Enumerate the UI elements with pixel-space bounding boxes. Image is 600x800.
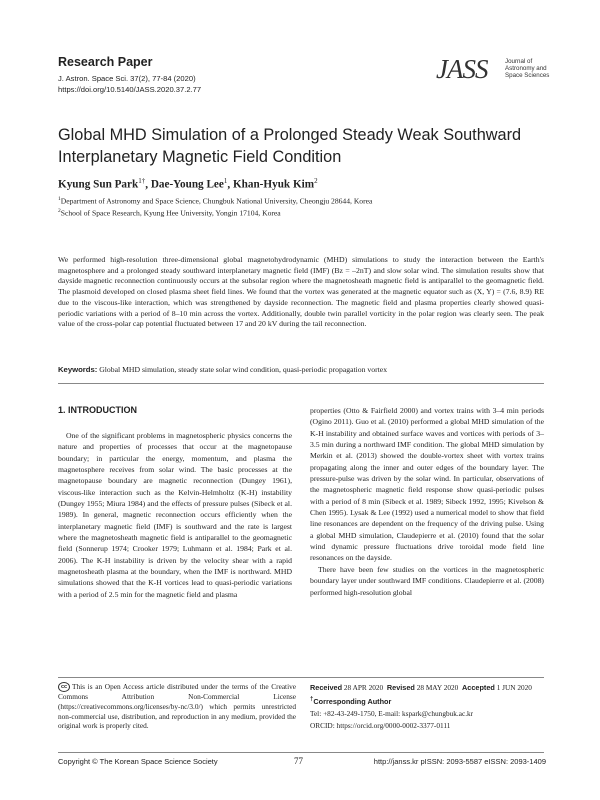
author-name: Dae-Young Lee xyxy=(150,178,224,191)
section-heading: 1. INTRODUCTION xyxy=(58,405,138,415)
journal-citation: J. Astron. Space Sci. 37(2), 77-84 (2020) xyxy=(58,74,196,83)
logo-subtitle-line: Journal of xyxy=(505,58,533,65)
copyright-notice: Copyright © The Korean Space Science Society xyxy=(58,757,218,766)
journal-issn: http://janss.kr pISSN: 2093-5587 eISSN: 2093-1409 xyxy=(373,757,546,766)
keywords-text: Global MHD simulation, steady state solar wind condition, quasi-periodic propagation vortex xyxy=(99,365,388,374)
author-name: Khan-Hyuk Kim xyxy=(232,178,315,191)
orcid-link[interactable]: ORCID: https://orcid.org/0000-0002-3377-0111 xyxy=(310,721,451,731)
received-label: Received xyxy=(310,683,343,692)
body-paragraph: There have been few studies on the vortices in the magnetospheric boundary layer under southward IMF conditions. Claudepierre et al. (2008) performed high-resolution global xyxy=(310,564,544,597)
logo-wordmark: JASS xyxy=(436,54,488,84)
author-list: Kyung Sun Park$^{1\dagger}$, Dae-Young Lee$^1$, Khan-Hyuk Kim$^2$ xyxy=(58,177,318,191)
history-dates xyxy=(310,682,546,694)
logo-subtitle-line: Space Sciences xyxy=(505,72,550,79)
affiliation xyxy=(58,208,281,218)
revised-label: Revised xyxy=(386,683,415,692)
logo-subtitle-line: Astronomy and xyxy=(505,65,547,72)
corresponding-author xyxy=(310,694,546,708)
affiliation-marker: 2 xyxy=(58,208,61,214)
license-notice xyxy=(58,682,296,731)
paper-title: Global MHD Simulation of a Prolonged Steady Weak Southward Interplanetary Magnetic Field Condition xyxy=(58,126,522,166)
creative-commons-icon: cc xyxy=(58,682,70,692)
divider xyxy=(58,752,544,753)
accepted-date: 1 JUN 2020 xyxy=(496,683,532,692)
received-date: 28 APR 2020 xyxy=(343,683,384,692)
affiliation-text: Department of Astronomy and Space Science, Chungbuk National University, Cheongju 28644, Korea xyxy=(60,196,373,206)
article-history xyxy=(310,682,546,732)
affiliation-text: School of Space Research, Kyung Hee University, Yongin 17104, Korea xyxy=(60,208,281,218)
revised-date: 28 MAY 2020 xyxy=(416,683,459,692)
divider xyxy=(58,677,544,678)
author-affiliation-marker: 1† xyxy=(138,177,146,185)
body-paragraph: properties (Otto & Fairfield 2000) and vortex trains with 3–4 min periods (Ogino 2011). Guo et al. (2010) performed a global MHD simulation of the K-H instability and obtained surface waves and vortices with periods of 3–3.5 min during a northward IMF condition. The global MHD simulation by Merkin et al. (2013) showed the double-vortex sheet with vortex trains propagating along the inner and outer edges of the boundary layer. The pressure-pulse was driven by the solar wind. In particular, observations of the magnetospheric magnetic field response show quasi-periodic pulses with a period of 8 min (Sibeck et al. 1989; Sibeck 1992, 1995; Kivelson & Chen 1995). Lysak & Lee (1992) used a numerical model to show that field line resonances are dependent on the frequency of the driving pulse. Using a global MHD simulation, Claudepierre et al. (2010) found that the solar wind dynamic pressure fluctuations drive toroidal mode field line resonances on the dayside. xyxy=(310,406,544,563)
logo-subtitle xyxy=(505,58,549,79)
divider xyxy=(58,383,544,384)
contact-info: Tel: +82-43-249-1750, E-mail: kspark@chungbuk.ac.kr xyxy=(310,709,474,719)
author-affiliation-marker: 1 xyxy=(223,177,228,185)
keywords xyxy=(58,365,544,374)
corresponding-author-label: Corresponding Author xyxy=(313,697,392,707)
keywords-label: Keywords: xyxy=(58,365,98,374)
journal-logo xyxy=(436,54,550,98)
accepted-label: Accepted xyxy=(462,683,495,692)
body-column-left xyxy=(58,430,292,600)
body-paragraph: One of the significant problems in magnetospheric physics concerns the nature and properties of processes that occur at the magnetopause boundary; in particular the energy, momentum, and plasma the magnetosphere receives from solar wind. The basic processes at the magnetopause boundary are magnetic reconnection (Dungey 1961), viscous-like interaction such as the Kelvin-Helmholtz (K-H) instability (Dungey 1955; Miura 1984) and the effects of pressure pulses (Sibeck et al. 1989). In general, magnetic reconnection occurs efficiently when the interplanetary magnetic field (IMF) is southward and the rate is largest where the magnetosheath magnetic field is antiparallel to the geomagnetic field (Sonnerup 1974; Crooker 1979; Luhmann et al. 1984; Park et al. 2006). The K-H instability is driven by the velocity shear with a rapid magnetosheath plasma at the boundary, when the IMF is northward. MHD simulations showed that the K-H vortices lead to quasi-periodic variations with a period of 2.5 min for the magnetic field and plasma xyxy=(58,431,292,599)
author-name: Kyung Sun Park xyxy=(58,178,139,191)
doi-link[interactable]: https://doi.org/10.5140/JASS.2020.37.2.77 xyxy=(58,85,202,94)
affiliation-marker: 1 xyxy=(58,196,61,202)
paper-type-label: Research Paper xyxy=(58,55,153,69)
corresponding-marker: † xyxy=(310,696,314,703)
affiliation xyxy=(58,196,372,206)
abstract-text: We performed high-resolution three-dimensional global magnetohydrodynamic (MHD) simulations to study the interaction between the Earth's magnetosphere and a prolonged steady southward interplanetary magnetic field (IMF) (Bz = –2nT) and slow solar wind. The simulation results show that dayside magnetic reconnection continuously occurs at the subsolar region where the magnetosheath magnetic field is antiparallel to the geomagnetic field. The plasmoid developed on closed plasma sheet field lines. We found that the vortex was generated at the magnetic equator such as (X, Y) = (7.6, 8.9) RE due to the viscous-like interaction, which was strengthened by dayside reconnection. The magnetic field and plasma properties clearly showed quasi-periodic variations with a period of 8–10 min across the vortex. Additionally, double twin parallel vorticity in the polar region was clearly seen. The peak value of the cross-polar cap potential fluctuated between 17 and 20 kV during the tail reconnection. xyxy=(58,255,544,329)
license-text: This is an Open Access article distributed under the terms of the Creative Commons Attribution Non-Commercial License (https://creativecommons.org/licenses/by-nc/3.0/) which permits unrestricted non-commercial use, distribution, and reproduction in any medium, provided the original work is properly cited. xyxy=(58,682,296,731)
page-number: 77 xyxy=(294,756,303,766)
body-column-right xyxy=(310,405,544,598)
author-affiliation-marker: 2 xyxy=(314,177,318,185)
